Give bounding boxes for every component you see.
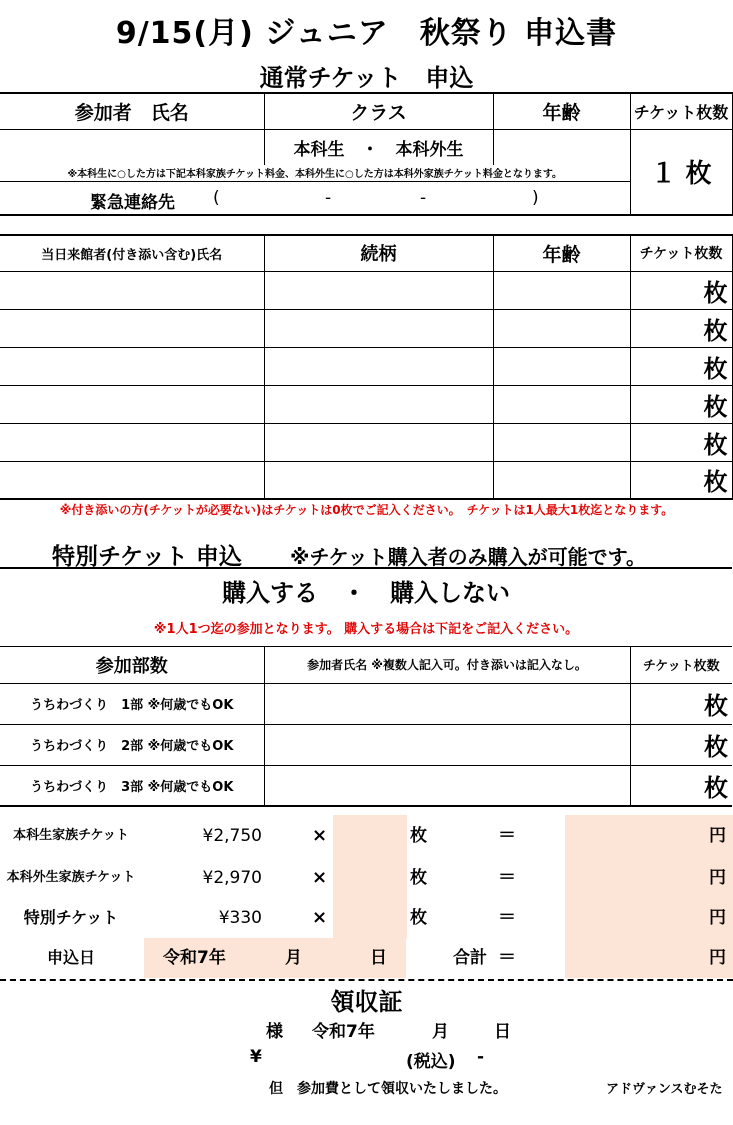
total-equals-sign: ＝	[498, 947, 516, 968]
header-visitor-name: 当日来館者(付き添い含む)氏名	[0, 235, 264, 271]
receipt-dash: -	[477, 1047, 485, 1067]
header-special-tickets: チケット枚数	[630, 646, 732, 683]
class-choice[interactable]: 本科生 ・ 本科外生	[264, 129, 493, 165]
receipt-tax: (税込)	[406, 1052, 456, 1072]
special-ticket-heading-note: ※チケット購入者のみ購入が可能です。	[290, 545, 647, 569]
times-sign: ×	[312, 867, 328, 888]
receipt-title: 領収証	[330, 988, 403, 1016]
price-value: ¥330	[218, 908, 262, 928]
emergency-paren-close: )	[532, 187, 539, 208]
date-era: 令和7年	[163, 948, 226, 968]
receipt-day: 日	[494, 1022, 511, 1042]
special-ticket-unit[interactable]: 枚	[630, 724, 732, 765]
equals-sign: ＝	[498, 825, 516, 846]
visitors-note: ※付き添いの方(チケットが必要ない)はチケットは0枚でご記入ください。 チケットは1人最大1枚迄となります。	[59, 503, 674, 517]
receipt-era: 令和7年	[312, 1022, 375, 1042]
visitor-name-input[interactable]	[0, 423, 264, 461]
visitor-ticket-unit[interactable]: 枚	[630, 347, 732, 385]
visitor-name-input[interactable]	[0, 385, 264, 423]
special-participant-names-input[interactable]	[264, 683, 630, 724]
regular-ticket-table	[0, 92, 733, 216]
visitor-name-input[interactable]	[0, 309, 264, 347]
application-date-label: 申込日	[46, 948, 95, 967]
header-age: 年齢	[493, 93, 630, 129]
regular-ticket-heading: 通常チケット 申込	[259, 64, 474, 92]
receipt-company: アドヴァンスむそた	[606, 1082, 723, 1097]
amount-input[interactable]	[565, 857, 733, 899]
visitor-ticket-unit[interactable]: 枚	[630, 461, 732, 499]
visitor-age-input[interactable]	[493, 309, 630, 347]
special-part-label: うちわづくり 3部 ※何歳でもOK	[0, 765, 264, 806]
yen-unit: 円	[709, 908, 726, 928]
header-class: クラス	[264, 93, 493, 129]
visitor-age-input[interactable]	[493, 347, 630, 385]
amount-input[interactable]	[565, 898, 733, 938]
special-ticket-heading: 特別チケット 申込	[52, 544, 242, 570]
special-part-label: うちわづくり 1部 ※何歳でもOK	[0, 683, 264, 724]
purchase-choice-note: ※1人1つ迄の参加となります。 購入する場合は下記をご記入ください。	[153, 622, 579, 638]
visitor-age-input[interactable]	[493, 461, 630, 499]
price-value: ¥2,750	[202, 826, 262, 846]
participant-name-input[interactable]	[0, 129, 264, 165]
header-participant-names: 参加者氏名 ※複数人記入可。付き添いは記入なし。	[264, 646, 630, 683]
header-visitor-age: 年齢	[493, 235, 630, 271]
visitor-name-input[interactable]	[0, 461, 264, 499]
header-part: 参加部数	[0, 646, 264, 683]
page-title: 9/15(月) ジュニア 秋祭り 申込書	[115, 16, 618, 51]
special-ticket-unit[interactable]: 枚	[630, 765, 732, 806]
equals-sign: ＝	[498, 867, 516, 888]
price-value: ¥2,970	[202, 868, 262, 888]
yen-unit: 円	[709, 868, 726, 888]
special-ticket-table	[0, 567, 732, 807]
cut-line	[0, 979, 733, 981]
class-note: ※本科生に○した方は下記本科家族チケット料金、本科外生に○した方は本科外家族チケット料金となります。	[0, 165, 630, 181]
total-amount-input[interactable]	[565, 938, 733, 978]
special-ticket-unit[interactable]: 枚	[630, 683, 732, 724]
quantity-input[interactable]	[333, 898, 407, 938]
header-visitor-tickets: チケット枚数	[630, 235, 732, 271]
visitor-name-input[interactable]	[0, 347, 264, 385]
yen-unit: 円	[709, 826, 726, 846]
purchase-choice[interactable]: 購入する ・ 購入しない	[222, 579, 510, 608]
visitors-table	[0, 234, 733, 500]
header-ticket-count: チケット枚数	[630, 93, 732, 129]
visitor-relation-input[interactable]	[264, 423, 493, 461]
times-sign: ×	[312, 907, 328, 928]
receipt-sama: 様	[266, 1022, 283, 1042]
emergency-contact-row[interactable]	[0, 181, 630, 215]
price-label: 本科生家族チケット	[13, 828, 129, 843]
visitor-relation-input[interactable]	[264, 385, 493, 423]
visitor-ticket-unit[interactable]: 枚	[630, 309, 732, 347]
quantity-input[interactable]	[333, 857, 407, 899]
times-sign: ×	[312, 825, 328, 846]
special-part-label: うちわづくり 2部 ※何歳でもOK	[0, 724, 264, 765]
quantity-unit: 枚	[410, 826, 427, 846]
quantity-unit: 枚	[410, 868, 427, 888]
equals-sign: ＝	[498, 907, 516, 928]
visitor-relation-input[interactable]	[264, 309, 493, 347]
total-label: 合計	[453, 948, 487, 968]
visitor-ticket-unit[interactable]: 枚	[630, 271, 732, 309]
header-relation: 続柄	[264, 235, 493, 271]
emergency-paren-open: (	[213, 187, 220, 208]
purchase-choice-cell[interactable]	[0, 568, 732, 646]
date-month: 月	[285, 948, 302, 968]
participant-age-input[interactable]	[493, 129, 630, 165]
special-participant-names-input[interactable]	[264, 765, 630, 806]
total-yen-unit: 円	[709, 948, 726, 968]
header-participant-name: 参加者 氏名	[0, 93, 264, 129]
emergency-dash-1: -	[325, 187, 332, 208]
regular-ticket-count: １ 枚	[630, 129, 732, 215]
visitor-relation-input[interactable]	[264, 347, 493, 385]
quantity-input[interactable]	[333, 815, 407, 857]
amount-input[interactable]	[565, 815, 733, 857]
date-day: 日	[370, 948, 387, 968]
receipt-month: 月	[432, 1022, 449, 1042]
quantity-unit: 枚	[410, 908, 427, 928]
visitor-ticket-unit[interactable]: 枚	[630, 423, 732, 461]
visitor-age-input[interactable]	[493, 423, 630, 461]
receipt-yen-mark: ¥	[250, 1047, 262, 1067]
visitor-name-input[interactable]	[0, 271, 264, 309]
visitor-relation-input[interactable]	[264, 461, 493, 499]
visitor-age-input[interactable]	[493, 385, 630, 423]
receipt-proviso: 但 参加費として領収いたしました。	[269, 1081, 507, 1097]
price-label: 本科外生家族チケット	[6, 870, 136, 885]
visitor-age-input[interactable]	[493, 271, 630, 309]
emergency-contact-label: 緊急連絡先	[90, 192, 175, 213]
special-participant-names-input[interactable]	[264, 724, 630, 765]
visitor-relation-input[interactable]	[264, 271, 493, 309]
visitor-ticket-unit[interactable]: 枚	[630, 385, 732, 423]
emergency-dash-2: -	[420, 187, 427, 208]
price-label: 特別チケット	[23, 908, 119, 927]
